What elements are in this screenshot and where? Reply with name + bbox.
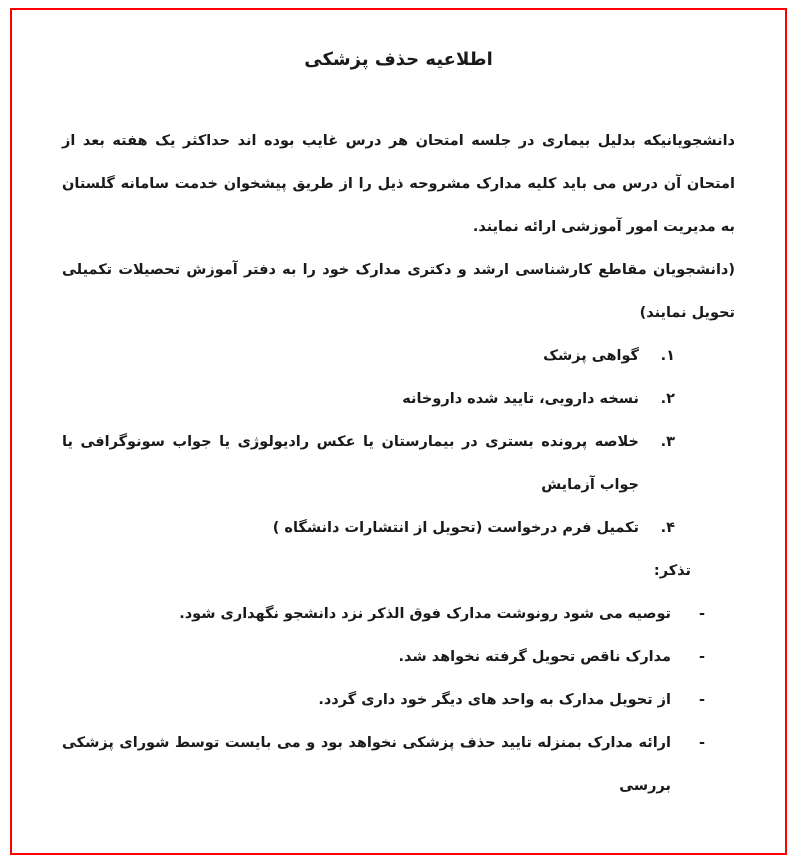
dash-bullet: - <box>698 606 705 622</box>
list-number: ۳. <box>660 434 675 450</box>
note-item-text: ارائه مدارک بمنزله تایید حذف پزشکی نخواهد بود و می بایست توسط شورای پزشکی بررسی <box>62 735 671 794</box>
dash-bullet: - <box>698 735 705 751</box>
required-documents-list <box>62 335 735 550</box>
note-item-text: از تحویل مدارک به واحد های دیگر خود داری گردد. <box>318 692 671 708</box>
list-number: ۴. <box>660 520 675 536</box>
list-item-text: نسخه دارویی، تایید شده داروخانه <box>402 391 639 407</box>
list-number: ۲. <box>660 391 675 407</box>
note-item-text: توصیه می شود رونوشت مدارک فوق الذکر نزد دانشجو نگهداری شود. <box>179 606 671 622</box>
list-item <box>62 378 735 421</box>
note-item <box>62 636 735 679</box>
note-item <box>62 722 735 808</box>
page-title: اطلاعیه حذف پزشکی <box>304 49 493 70</box>
list-item-text: تکمیل فرم درخواست (تحویل از انتشارات دانشگاه ) <box>272 520 639 536</box>
note-item <box>62 593 735 636</box>
note-item-text: مدارک ناقص تحویل گرفته نخواهد شد. <box>398 649 671 665</box>
notes-list <box>62 593 735 808</box>
grad-note-paragraph: (دانشجویان مقاطع کارشناسی ارشد و دکتری مدارک خود را به دفتر آموزش تحصیلات تکمیلی تحویل نمایند) <box>62 262 735 321</box>
note-label: تذکر: <box>653 563 691 579</box>
list-item <box>62 335 735 378</box>
document-content <box>12 10 785 808</box>
note-item <box>62 679 735 722</box>
dash-bullet: - <box>698 692 705 708</box>
list-item-text: گواهی پزشک <box>543 348 639 364</box>
list-item <box>62 421 735 507</box>
list-item <box>62 507 735 550</box>
document-page <box>10 8 787 855</box>
list-number: ۱. <box>660 348 675 364</box>
list-item-text: خلاصه پرونده بستری در بیمارستان یا عکس رادیولوژی یا جواب سونوگرافی یا جواب آزمایش <box>62 434 639 493</box>
intro-paragraph: دانشجویانیکه بدلیل بیماری در جلسه امتحان هر درس غایب بوده اند حداکثر یک هفته بعد از امتحان آن درس می باید کلیه مدارک مشروحه ذیل را از طریق پیشخوان خدمت سامانه گلستان به مدیریت امور آموزشی ارائه نمایند. <box>62 133 735 235</box>
dash-bullet: - <box>698 649 705 665</box>
